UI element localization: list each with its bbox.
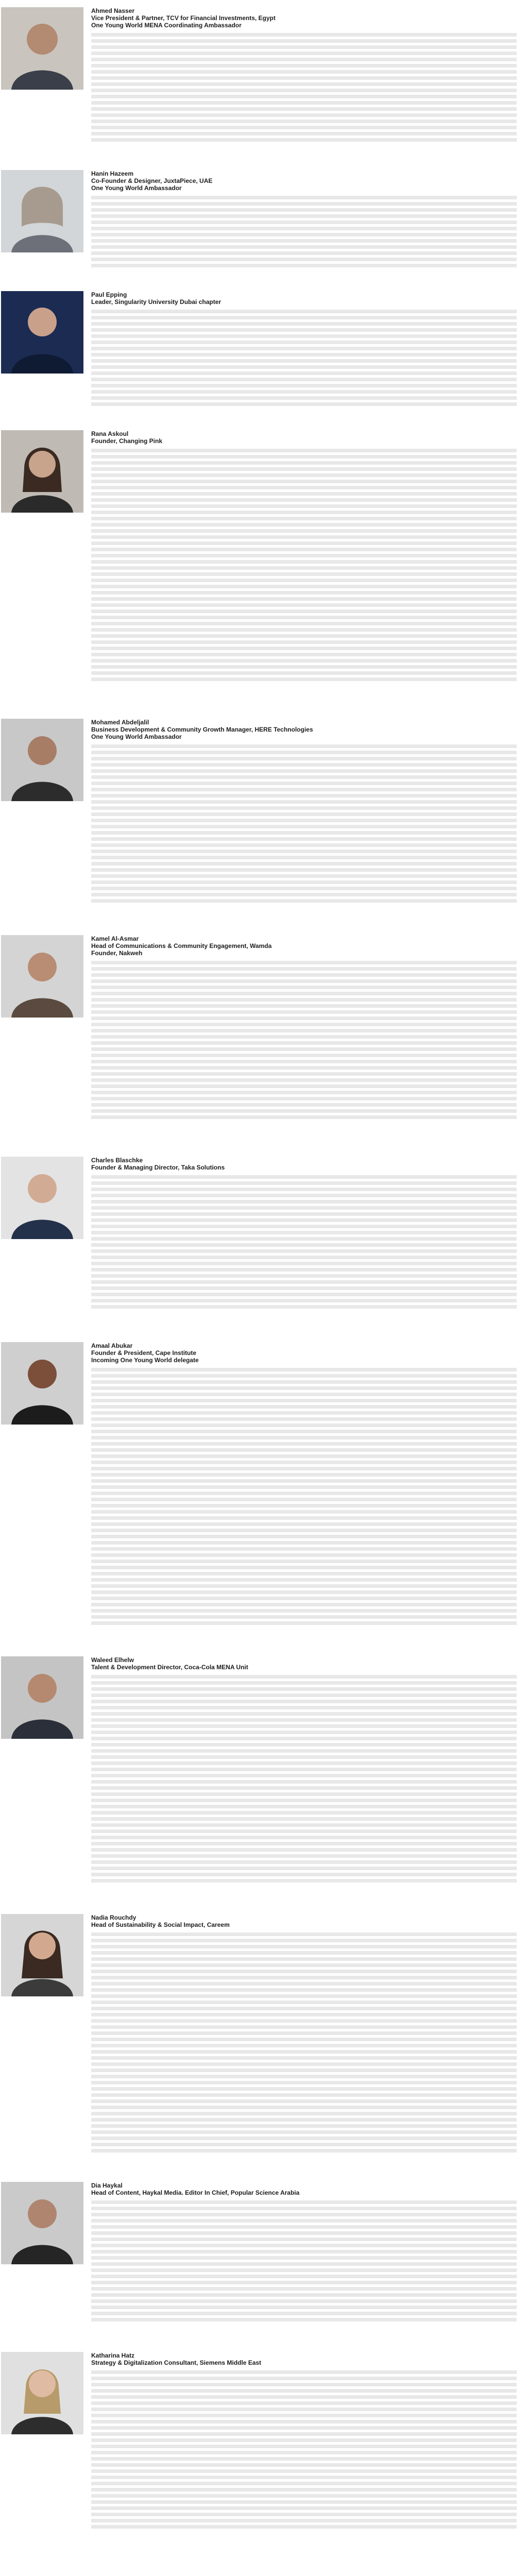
speaker-card — [0, 2182, 527, 2352]
speaker-role: Head of Sustainability & Social Impact, Careem — [91, 1921, 230, 1928]
speaker-card — [0, 430, 527, 719]
speaker-bio — [91, 310, 517, 409]
speaker-photo — [1, 1656, 83, 1739]
speaker-text — [91, 1656, 517, 1885]
portrait-placeholder-icon — [1, 719, 83, 801]
speaker-name: Amaal Abukar — [91, 1342, 133, 1349]
speaker-name: Nadia Rouchdy — [91, 1914, 137, 1921]
speaker-role: Talent & Development Director, Coca-Cola MENA Unit — [91, 1664, 248, 1671]
speaker-role: Strategy & Digitalization Consultant, Siemens Middle East — [91, 2359, 262, 2366]
speaker-role-secondary: One Young World Ambassador — [91, 733, 182, 740]
portrait-placeholder-icon — [1, 1157, 83, 1239]
speaker-text — [91, 2182, 517, 2324]
speaker-role: Co-Founder & Designer, JuxtaPiece, UAE — [91, 177, 213, 184]
speaker-photo — [1, 1342, 83, 1425]
speaker-bio — [91, 744, 517, 905]
speaker-bio — [91, 1933, 517, 2155]
speaker-card — [0, 1157, 527, 1342]
speaker-role: Vice President & Partner, TCV for Financial Investments, Egypt — [91, 14, 276, 22]
speaker-role-secondary: Incoming One Young World delegate — [91, 1357, 199, 1364]
speaker-photo — [1, 2182, 83, 2264]
speaker-bio — [91, 33, 517, 144]
speaker-name: Ahmed Nasser — [91, 7, 135, 14]
speaker-role: Head of Content, Haykal Media. Editor In Chief, Popular Science Arabia — [91, 2189, 300, 2196]
speaker-card — [0, 719, 527, 935]
speaker-bio — [91, 1175, 517, 1311]
speaker-text — [91, 430, 517, 684]
speaker-photo — [1, 935, 83, 1018]
speaker-bio — [91, 1368, 517, 1628]
speaker-role-secondary: Founder, Nakweh — [91, 950, 143, 957]
speaker-name: Rana Askoul — [91, 430, 129, 437]
speaker-text — [91, 1157, 517, 1311]
speaker-photo — [1, 291, 83, 374]
portrait-placeholder-icon — [1, 1656, 83, 1739]
speaker-role: Founder & Managing Director, Taka Solutions — [91, 1164, 225, 1171]
speaker-photo — [1, 430, 83, 513]
speaker-role: Founder, Changing Pink — [91, 437, 162, 445]
speaker-name: Hanin Hazeem — [91, 170, 134, 177]
speaker-name: Mohamed Abdeljalil — [91, 719, 149, 726]
speaker-bio — [91, 449, 517, 684]
speaker-card — [0, 1656, 527, 1914]
speaker-card — [0, 2352, 527, 2558]
speaker-bio — [91, 2200, 517, 2324]
speaker-card — [0, 1914, 527, 2182]
portrait-placeholder-icon — [1, 170, 83, 252]
portrait-placeholder-icon — [1, 291, 83, 374]
speaker-photo — [1, 170, 83, 252]
speaker-card — [0, 291, 527, 430]
speaker-text — [91, 170, 517, 270]
speaker-bio — [91, 2370, 517, 2531]
speaker-name: Paul Epping — [91, 291, 127, 298]
speaker-photo — [1, 2352, 83, 2434]
speaker-card — [0, 1342, 527, 1656]
speaker-text — [91, 1342, 517, 1628]
speaker-text — [91, 291, 517, 409]
speaker-role: Founder & President, Cape Institute — [91, 1349, 197, 1357]
portrait-placeholder-icon — [1, 430, 83, 513]
speaker-name: Kamel Al-Asmar — [91, 935, 139, 942]
speaker-role: Business Development & Community Growth Manager, HERE Technologies — [91, 726, 313, 733]
speaker-photo — [1, 1157, 83, 1239]
speaker-text — [91, 2352, 517, 2531]
portrait-placeholder-icon — [1, 7, 83, 90]
speaker-name: Dia Haykal — [91, 2182, 123, 2189]
speaker-bio — [91, 961, 517, 1122]
speaker-photo — [1, 719, 83, 801]
speaker-text — [91, 719, 517, 905]
speaker-card — [0, 935, 527, 1157]
speaker-card — [0, 7, 527, 172]
speaker-name: Katharina Hatz — [91, 2352, 135, 2359]
speaker-text — [91, 935, 517, 1122]
speaker-name: Charles Blaschke — [91, 1157, 143, 1164]
speaker-text — [91, 7, 517, 144]
portrait-placeholder-icon — [1, 2182, 83, 2264]
speaker-card — [0, 170, 527, 294]
speaker-role-secondary: One Young World Ambassador — [91, 184, 182, 192]
speaker-bio — [91, 196, 517, 270]
speaker-role-secondary: One Young World MENA Coordinating Ambassador — [91, 22, 242, 29]
portrait-placeholder-icon — [1, 935, 83, 1018]
speaker-role: Head of Communications & Community Engagement, Wamda — [91, 942, 272, 950]
portrait-placeholder-icon — [1, 2352, 83, 2434]
speaker-photo — [1, 1914, 83, 1996]
speaker-photo — [1, 7, 83, 90]
speaker-role: Leader, Singularity University Dubai chapter — [91, 298, 222, 306]
portrait-placeholder-icon — [1, 1914, 83, 1996]
portrait-placeholder-icon — [1, 1342, 83, 1425]
speaker-text — [91, 1914, 517, 2155]
speaker-bio — [91, 1675, 517, 1885]
speaker-name: Waleed Elhelw — [91, 1656, 134, 1664]
